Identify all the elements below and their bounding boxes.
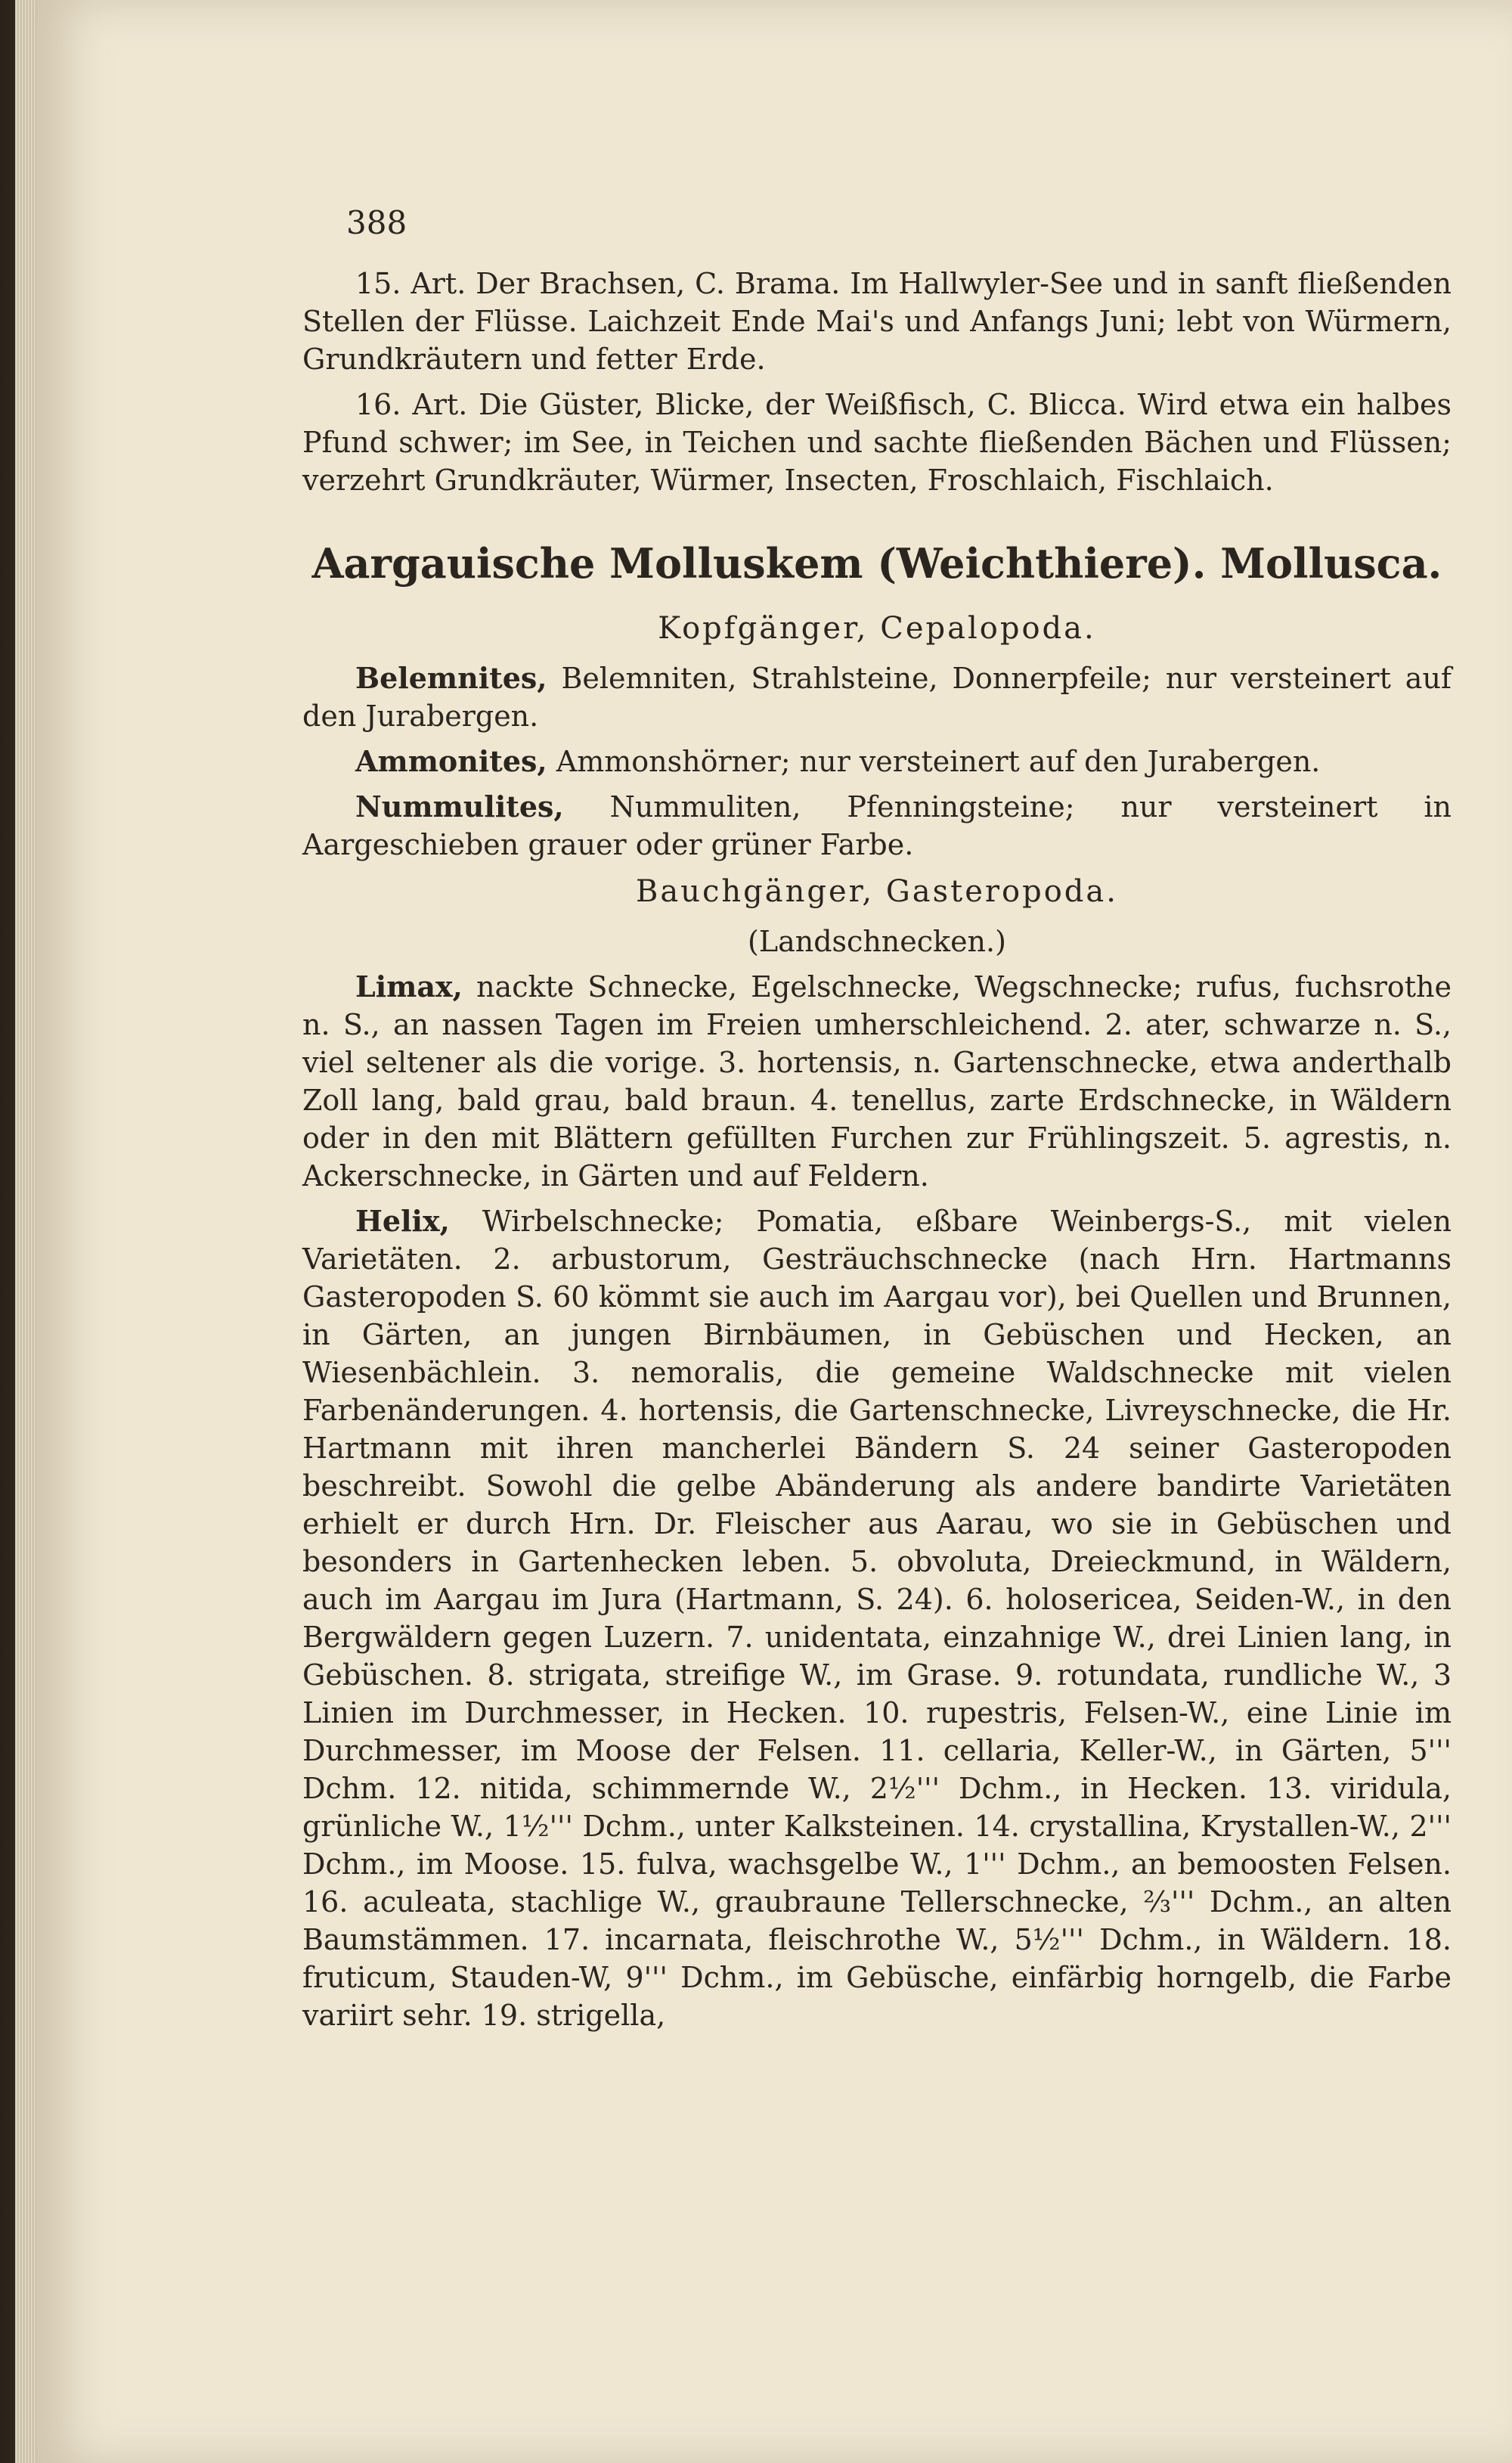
entry-belemnites bbox=[302, 659, 1452, 735]
art-16-text: Die Güster, Blicke, der Weißfisch, C. Blicca. Wird etwa ein halbes Pfund schwer; im See, in Teichen und sachte fließenden Bächen und Flüssen; verzehrt Grundkräuter, Würmer, Insecten, Froschlaich, Fischlaich. bbox=[302, 388, 1452, 497]
text-ammonites: Ammonshörner; nur versteinert auf den Jurabergen. bbox=[556, 745, 1321, 778]
subheading-cephalopoda: Kopfgänger, Cepalopoda. bbox=[658, 611, 1096, 646]
entry-limax bbox=[302, 968, 1452, 1195]
text-helix: Wirbelschnecke; Pomatia, eßbare Weinbergs-S., mit vielen Varietäten. 2. arbustorum, Gesträuchschnecke (nach Hrn. Hartmanns Gasteropoden S. 60 kömmt sie auch im Aargau vor), bei Quellen und Brunnen, in Gärten, an jungen Birnbäumen, in Gebüschen und Hecken, an Wiesenbächlein. 3. nemoralis, die gemeine Waldschnecke mit vielen Farbenänderungen. 4. hortensis, die Gartenschnecke, Livreyschnecke, die Hr. Hartmann mit ihren mancherlei Bändern S. 24 seiner Gasteropoden beschreibt. Sowohl die gelbe Abänderung als andere bandirte Varietäten erhielt er durch Hrn. Dr. Fleischer aus Aarau, wo sie in Gebüschen und besonders in Gartenhecken leben. 5. obvoluta, Dreieckmund, in Wäldern, auch im Aargau im Jura (Hartmann, S. 24). 6. holosericea, Seiden-W., in den Bergwäldern gegen Luzern. 7. unidentata, einzahnige W., drei Linien lang, in Gebüschen. 8. strigata, streifige W., im Grase. 9. rotundata, rundliche W., 3 Linien im Durchmesser, in Hecken. 10. rupestris, Felsen-W., eine Linie im Durchmesser, im Moose der Felsen. 11. cellaria, Keller-W., in Gärten, 5''' Dchm. 12. nitida, schimmernde W., 2½''' Dchm., in Hecken. 13. viridula, grünliche W., 1½''' Dchm., unter Kalksteinen. 14. crystallina, Krystallen-W., 2''' Dchm., im Moose. 15. fulva, wachsgelbe W., 1''' Dchm., an bemoosten Felsen. 16. aculeata, stachlige W., graubraune Tellerschnecke, ⅔''' Dchm., an alten Baumstämmen. 17. incarnata, fleischrothe W., 5½''' Dchm., in Wäldern. 18. fruticum, Stauden-W, 9''' Dchm., im Gebüsche, einfärbig horngelb, die Farbe variirt sehr. 19. strigella, bbox=[302, 1205, 1452, 2032]
section-heading-mollusca: Aargauische Molluskem (Weichthiere). Mollusca. bbox=[311, 539, 1442, 588]
term-belemnites: Belemnites, bbox=[355, 661, 547, 695]
subheading-gasteropoda: Bauchgänger, Gasteropoda. bbox=[636, 874, 1118, 909]
text-nummulites: Nummuliten, Pfenningsteine; nur versteinert in Aargeschieben grauer oder grüner Farbe. bbox=[302, 790, 1452, 861]
page-text bbox=[302, 265, 1452, 2042]
paragraph-art-15 bbox=[302, 265, 1452, 378]
art-15-text: Der Brachsen, C. Brama. Im Hallwyler-See und in sanft fließenden Stellen der Flüsse. Laichzeit Ende Mai's und Anfangs Juni; lebt von Würmern, Grundkräutern und fetter Erde. bbox=[302, 267, 1452, 376]
entry-helix bbox=[302, 1202, 1452, 2034]
term-nummulites: Nummulites, bbox=[355, 789, 564, 824]
text-limax: nackte Schnecke, Egelschnecke, Wegschnecke; rufus, fuchsrothe n. S., an nassen Tagen im Freien umherschleichend. 2. ater, schwarze n. S., viel seltener als die vorige. 3. hortensis, n. Gartenschnecke, etwa anderthalb Zoll lang, bald grau, bald braun. 4. tenellus, zarte Erdschnecke, in Wäldern oder in den mit Blättern gefüllten Furchen zur Frühlingszeit. 5. agrestis, n. Ackerschnecke, in Gärten und auf Feldern. bbox=[302, 970, 1452, 1193]
term-ammonites: Ammonites, bbox=[355, 744, 547, 778]
page-number: 388 bbox=[346, 204, 407, 241]
text-belemnites: Belemniten, Strahlsteine, Donnerpfeile; nur versteinert auf den Jurabergen. bbox=[302, 662, 1452, 733]
term-helix: Helix, bbox=[355, 1204, 450, 1238]
term-limax: Limax, bbox=[355, 969, 463, 1004]
group-label-landschnecken: (Landschnecken.) bbox=[748, 925, 1006, 958]
art-15-label: 15. Art. bbox=[355, 267, 466, 300]
paragraph-art-16 bbox=[302, 386, 1452, 499]
entry-nummulites bbox=[302, 788, 1452, 864]
entry-ammonites bbox=[302, 743, 1452, 780]
art-16-label: 16. Art. bbox=[355, 388, 468, 421]
book-page-edges bbox=[15, 0, 36, 2463]
